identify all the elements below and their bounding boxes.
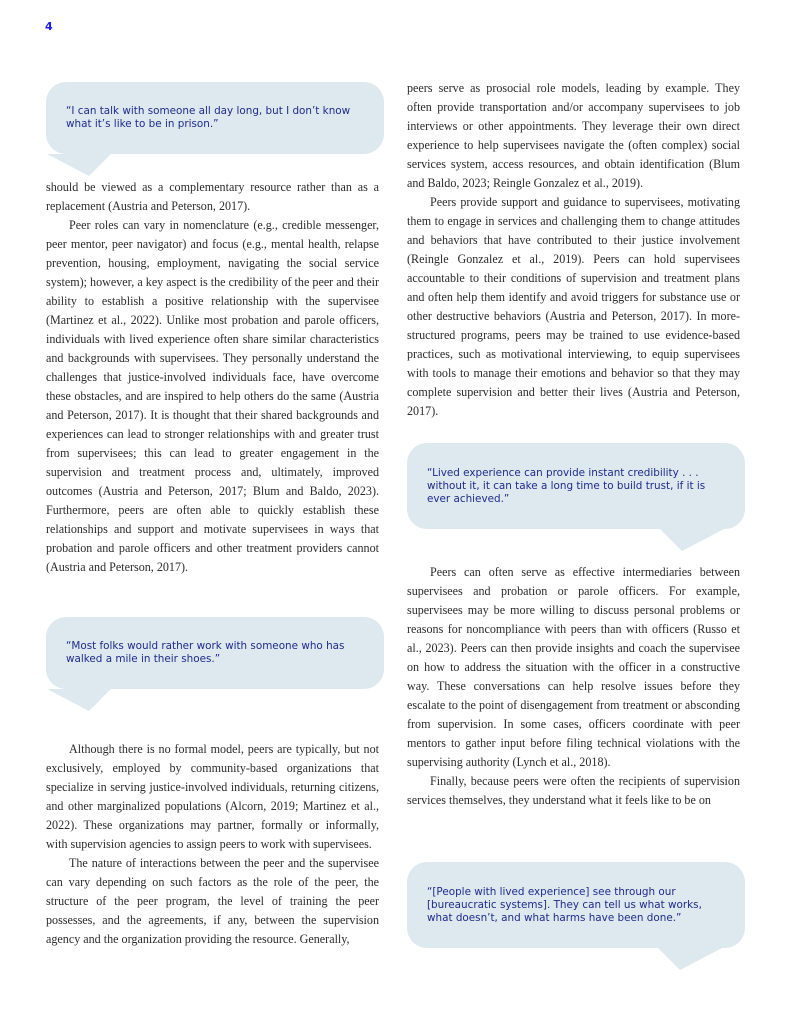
paragraph: should be viewed as a complementary resource rather than as a replacement (Austria and Peterson, 2017). xyxy=(46,180,379,213)
left-column-top xyxy=(46,178,379,577)
quote-bubble-2 xyxy=(46,617,384,689)
quote-bubble-1-tail xyxy=(47,154,111,176)
right-column-top xyxy=(407,79,740,421)
quote-bubble-4 xyxy=(407,862,745,948)
paragraph: Peers provide support and guidance to supervisees, motivating them to engage in services and challenging them to change attitudes and behaviors that have contributed to their justice involvement (Reingle Gonzalez et al., 2019). Peers can hold supervisees accountable to their conditions of supervision and treatment plans and often help them identify and avoid triggers for substance use or other destructive behaviors (Austria and Peterson, 2017). In more-structured programs, peers may be trained to use evidence-based practices, such as motivational interviewing, to equip supervisees with tools to manage their emotions and behavior so that they may complete supervision and better their lives (Austria and Peterson, 2017). xyxy=(407,195,740,418)
quote-bubble-2-tail xyxy=(47,689,111,711)
quote-text-2: “Most folks would rather work with someone who has walked a mile in their shoes.” xyxy=(66,640,345,665)
paragraph: Peers can often serve as effective intermediaries between supervisees and probation or parole officers. For example, supervisees may be more willing to discuss personal problems or reasons for noncompliance with peers than with officers (Russo et al., 2023). Peers can then provide insights and coach the supervisee on how to address the situation with the officer in a constructive way. These conversations can help resolve issues before they escalate to the point of disengagement from treatment or absconding from supervision. In some cases, officers coordinate with peer mentors to gather input before filing technical violations with the supervising authority (Lynch et al., 2018). xyxy=(407,565,740,769)
paragraph: peers serve as prosocial role models, leading by example. They often provide transportation and/or accompany supervisees to job interviews or other appointments. They leverage their own direct experience to help supervisees navigate the (often complex) social services system, access resources, and obtain identification (Blum and Baldo, 2023; Reingle Gonzalez et al., 2019). xyxy=(407,81,740,190)
quote-bubble-3-tail xyxy=(660,529,724,551)
left-column-bottom xyxy=(46,740,379,949)
quote-text-1: “I can talk with someone all day long, but I don’t know what it’s like to be in prison.” xyxy=(66,105,351,130)
paragraph: Peer roles can vary in nomenclature (e.g., credible messenger, peer mentor, peer navigator) and focus (e.g., mental health, relapse prevention, housing, employment, navigating the social service system); however, a key aspect is the credibility of the peer and their ability to establish a positive relationship with the supervisee (Martinez et al., 2022). Unlike most probation and parole officers, individuals with lived experience often share similar characteristics and backgrounds with supervisees. They personally understand the challenges that justice-involved individuals face, have overcome these obstacles, and are inspired to help others do the same (Austria and Peterson, 2017). It is thought that their shared backgrounds and experiences can lead to stronger relationships with and greater trust from supervisees; this can lead to greater engagement in the supervision and treatment process and, ultimately, improved outcomes (Austria and Peterson, 2017; Blum and Baldo, 2023). Furthermore, peers are often able to quickly establish these relationships and support and motivate supervisees in ways that probation and parole officers and other treatment providers cannot (Austria and Peterson, 2017). xyxy=(46,218,379,574)
right-column-bottom xyxy=(407,563,740,810)
quote-text-4: “[People with lived experience] see through our [bureaucratic systems]. They can tell us what works, what doesn’t, and what harms have been done.” xyxy=(427,885,702,924)
page-number: 4 xyxy=(45,20,53,33)
quote-bubble-3 xyxy=(407,443,745,529)
paragraph: Finally, because peers were often the recipients of supervision services themselves, they understand what it feels like to be on xyxy=(407,774,740,807)
quote-text-3: “Lived experience can provide instant credibility . . . without it, it can take a long time to build trust, if it is ever achieved.” xyxy=(427,466,706,505)
paragraph: Although there is no formal model, peers are typically, but not exclusively, employed by community-based organizations that specialize in serving justice-involved individuals, returning citizens, and other marginalized populations (Alcorn, 2019; Martinez et al., 2022). These organizations may partner, formally or informally, with supervision agencies to assign peers to work with supervisees. xyxy=(46,742,379,851)
paragraph: The nature of interactions between the peer and the supervisee can vary depending on such factors as the role of the peer, the structure of the peer program, the level of training the peer possesses, and the agreements, if any, between the supervision agency and the organization providing the resource. Generally, xyxy=(46,856,379,946)
quote-bubble-1 xyxy=(46,82,384,154)
quote-bubble-4-tail xyxy=(658,948,722,970)
